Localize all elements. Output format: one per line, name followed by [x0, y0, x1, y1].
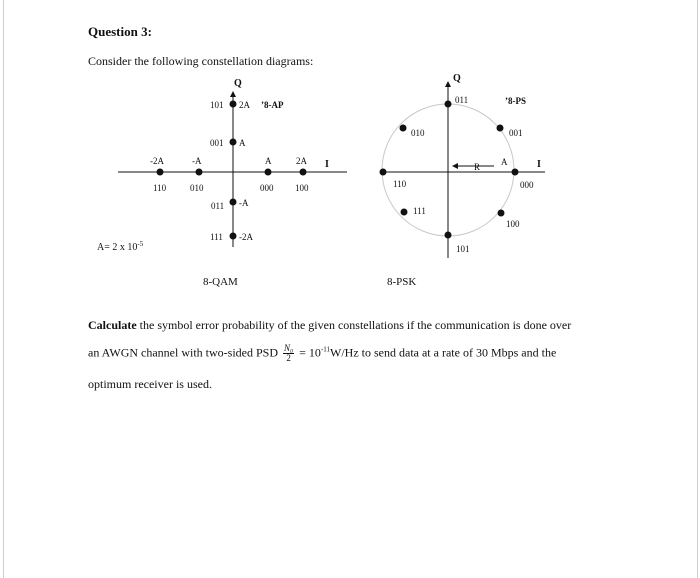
qam-bits-101: 101 [210, 100, 224, 110]
psk-q-label: Q [453, 73, 461, 84]
qam-label-neg-2a-bottom: -2A [239, 232, 253, 242]
psk-caption: 8-PSK [387, 276, 417, 288]
qam-bits-110: 110 [153, 183, 167, 193]
qam-bits-100: 100 [295, 183, 309, 193]
qam-i-label: I [325, 159, 329, 170]
psd-exponent: -11 [320, 345, 331, 354]
problem-line-1 [88, 318, 571, 333]
qam-q-label: Q [234, 78, 242, 89]
psk-bits-001: 001 [509, 128, 523, 138]
psk-point-010 [400, 125, 407, 132]
problem-line-2-end: W/Hz to send data at a rate of 30 Mbps and the [330, 345, 557, 360]
psk-tag: ’8-PS [505, 96, 526, 106]
problem-line-2-equals: = 10 [296, 345, 321, 360]
qam-bits-111: 111 [210, 232, 223, 242]
psk-point-101 [445, 232, 452, 239]
qam-tag: ’8-AP [261, 100, 284, 110]
psk-point-001 [497, 125, 504, 132]
amplitude-note: A= 2 x $10^{-5}$ [97, 240, 144, 253]
psk-amp-label: A [501, 157, 508, 167]
psk-point-111 [401, 209, 408, 216]
qam-bits-001: 001 [210, 138, 224, 148]
psk-bits-111: 111 [413, 206, 426, 216]
qam-label-2a-top: 2A [239, 100, 250, 110]
psk-bits-110: 110 [393, 179, 407, 189]
qam-label-neg-a-bottom: -A [239, 198, 249, 208]
qam-label-a-top: A [239, 138, 246, 148]
psk-bits-010: 010 [411, 128, 425, 138]
qam-caption: 8-QAM [203, 276, 238, 288]
problem-keyword: Calculate [88, 318, 137, 332]
psk-point-110 [380, 169, 387, 176]
psk-radius-label: R [474, 162, 481, 172]
psk-point-100 [498, 210, 505, 217]
qam-bits-011: 011 [211, 201, 225, 211]
problem-line-2-start: an AWGN channel with two-sided PSD [88, 345, 279, 360]
problem-line-1-text: the symbol error probability of the given constellations if the communication is done over [136, 318, 572, 332]
problem-line-2 [88, 344, 556, 363]
qam-label-2a-right: 2A [296, 156, 307, 166]
psk-bits-101: 101 [456, 244, 470, 254]
psd-fraction-numerator: N₀ [284, 343, 294, 353]
psk-bits-011: 011 [455, 95, 469, 105]
psd-fraction-denominator: 2 [286, 353, 291, 363]
intro-text: Consider the following constellation diagrams: [88, 54, 314, 68]
psk-bits-100: 100 [506, 219, 520, 229]
psk-i-label: I [537, 159, 541, 170]
psd-fraction [283, 344, 294, 363]
psk-point-000 [512, 169, 519, 176]
qam-bits-000: 000 [260, 183, 274, 193]
question-title: Question 3: [88, 24, 152, 39]
psk-bits-000: 000 [520, 180, 534, 190]
problem-line-3: optimum receiver is used. [88, 377, 212, 391]
qam-label-a-right: A [265, 156, 272, 166]
qam-bits-010: 010 [190, 183, 204, 193]
qam-label-neg-a-left: -A [192, 156, 202, 166]
qam-label-neg-2a-left: -2A [150, 156, 164, 166]
psk-point-011 [445, 101, 452, 108]
